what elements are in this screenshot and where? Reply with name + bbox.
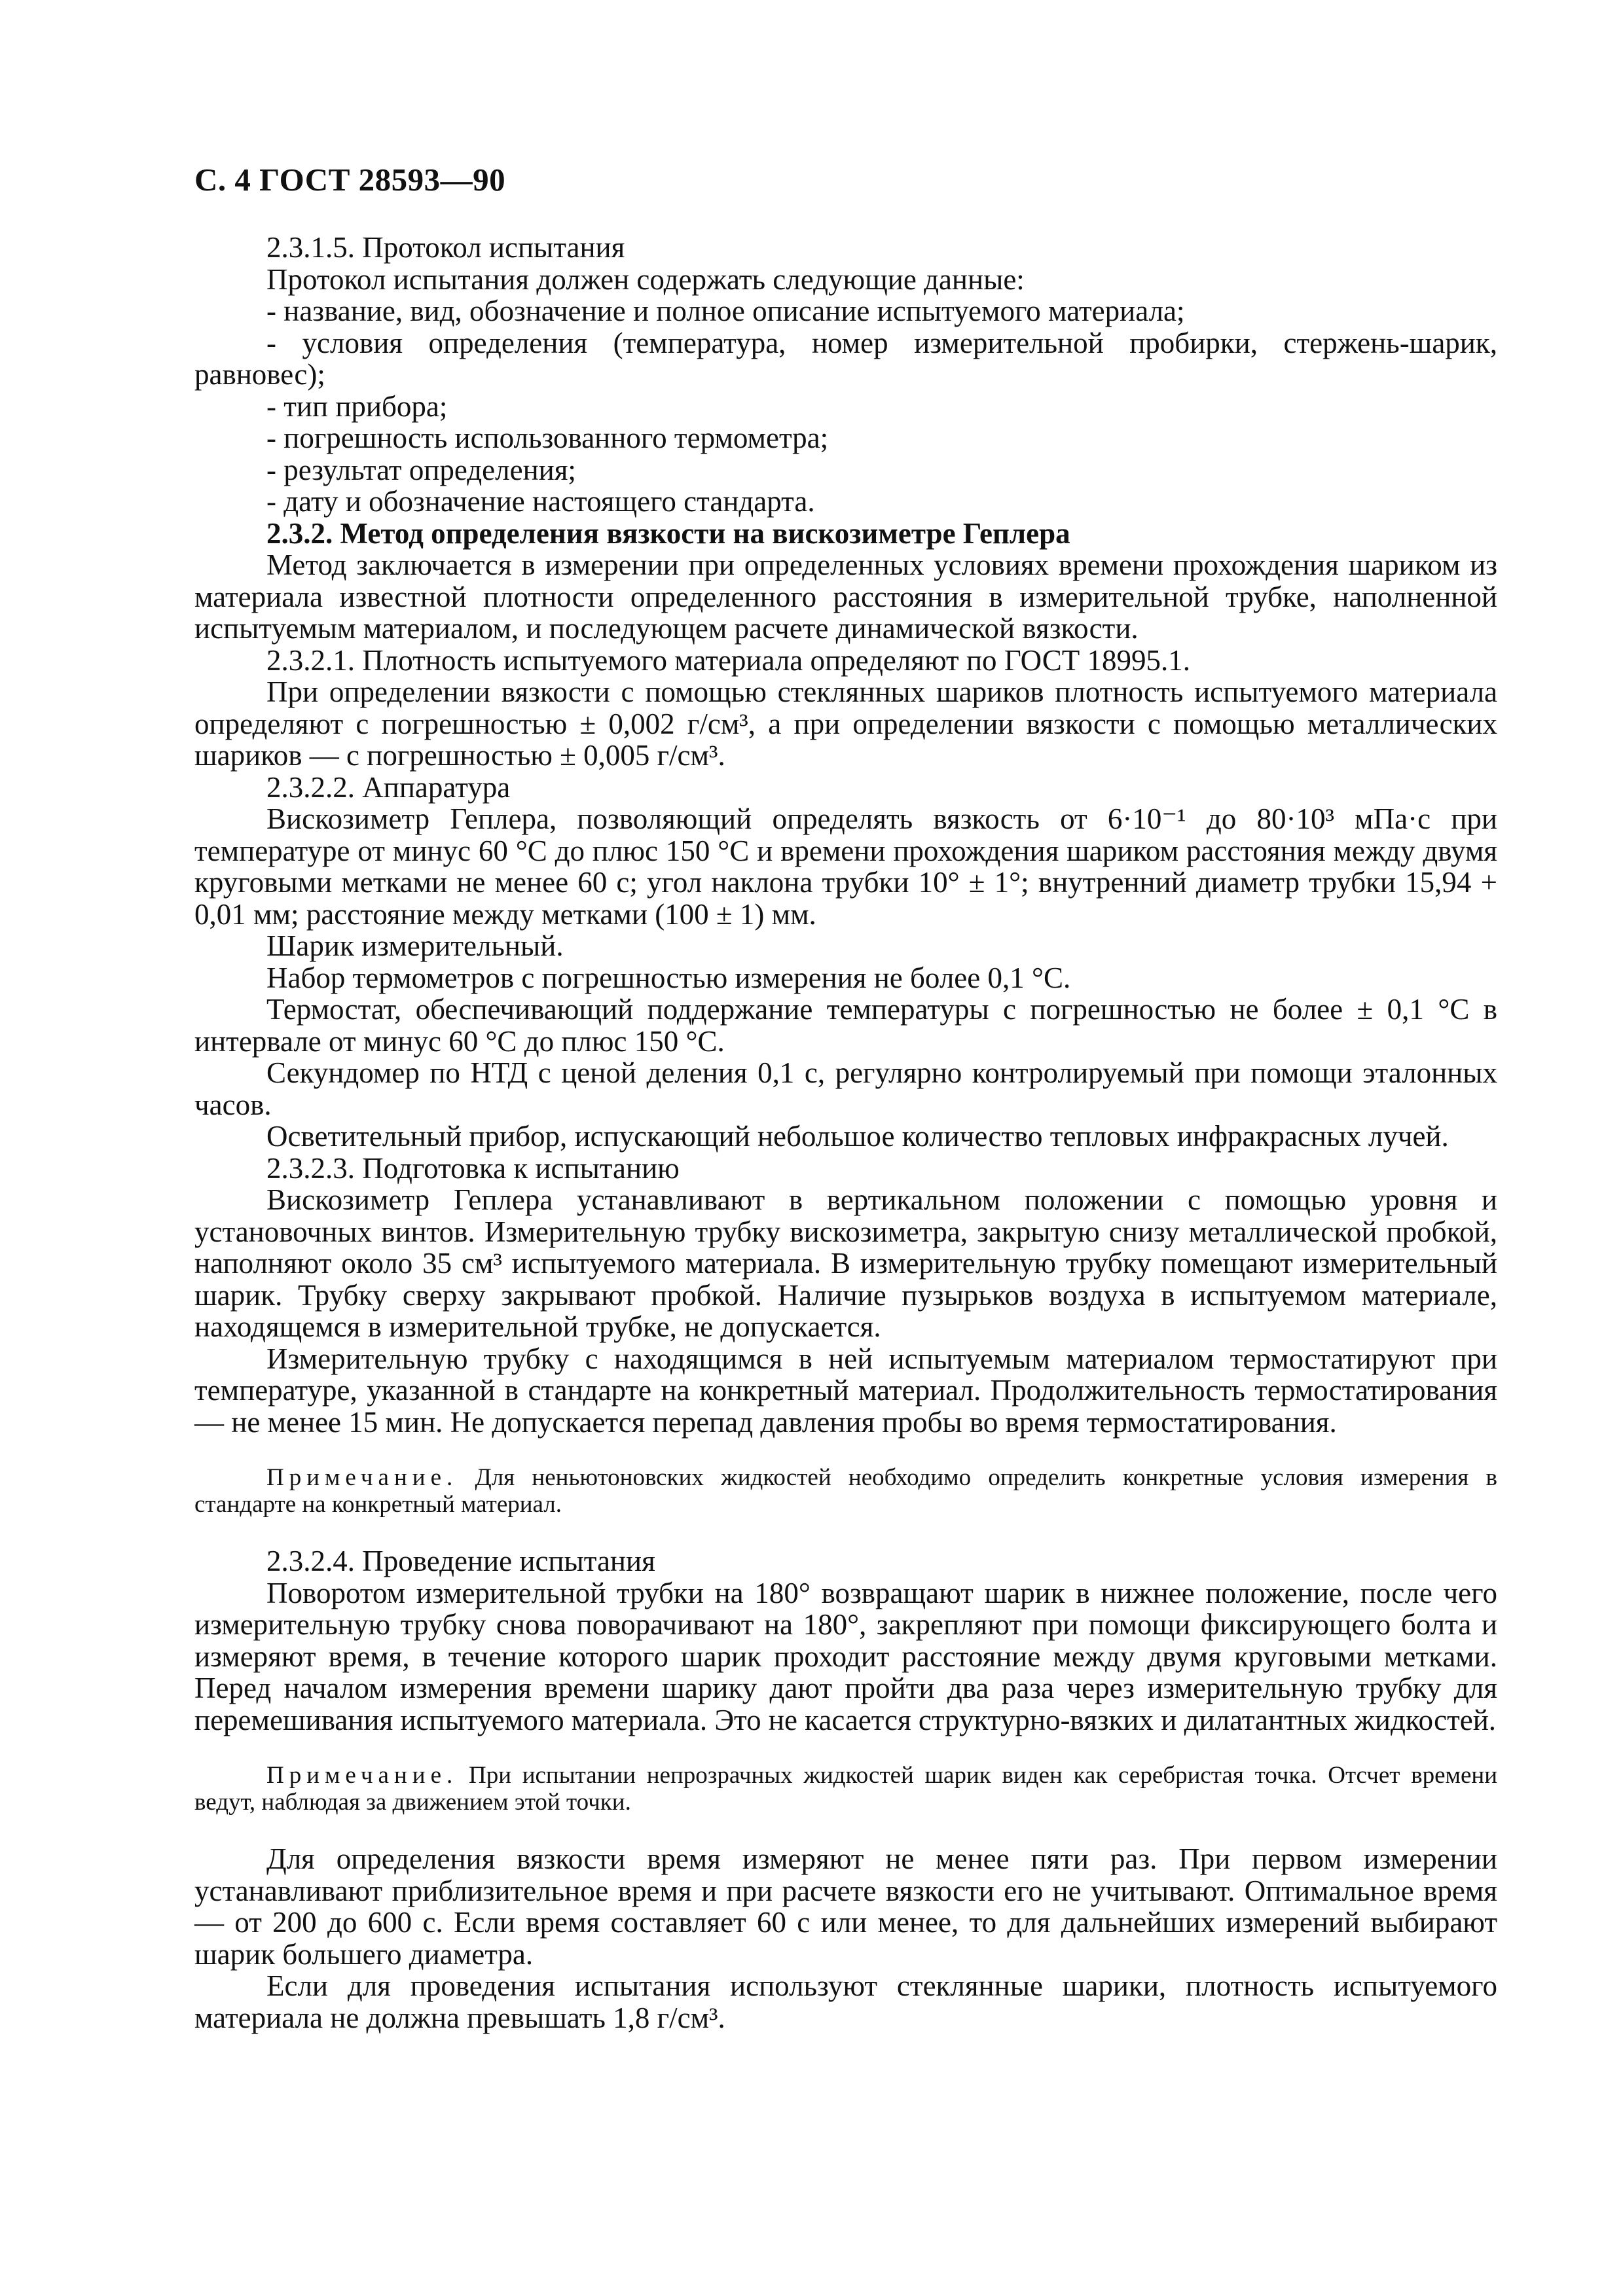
note xyxy=(194,1762,1497,1816)
paragraph: При определении вязкости с помощью стеклянных шариков плотность испытуемого материала определяют с погрешностью ± 0,002 г/см³, а при определении вязкости с помощью металлических шариков — с погрешностью ± 0,005 г/см³. xyxy=(194,675,1497,772)
note-text: При испытании непрозрачных жидкостей шарик виден как серебристая точка. Отсчет времени ведут, наблюдая за движением этой точки. xyxy=(194,1762,1497,1816)
note-label: Примечание. xyxy=(266,1762,458,1789)
paragraph: Шарик измерительный. xyxy=(266,929,564,962)
paragraph: Если для проведения испытания используют стеклянные шарики, плотность испытуемого материала не должна превышать 1,8 г/см³. xyxy=(194,1969,1497,2034)
list-item: - результат определения; xyxy=(266,453,576,486)
paragraph: Для определения вязкости время измеряют не менее пяти раз. При первом измерении устанавливают приблизительное время и при расчете вязкости его не учитывают. Оптимальное время — от 200 до 600 с. Если время составляет 60 с или менее, то для дальнейших измерений выбирают шарик большего диаметра. xyxy=(194,1842,1497,1971)
list-item: - тип прибора; xyxy=(266,389,448,423)
paragraph: Осветительный прибор, испускающий небольшое количество тепловых инфракрасных лучей. xyxy=(266,1120,1449,1153)
paragraph: Протокол испытания должен содержать следующие данные: xyxy=(266,262,1025,296)
section-title-protocol: 2.3.1.5. Протокол испытания xyxy=(266,231,625,264)
note xyxy=(194,1464,1497,1518)
list-item: - условия определения (температура, номер измерительной пробирки, стержень-шарик, равновес); xyxy=(194,326,1497,391)
paragraph: Вискозиметр Геплера устанавливают в вертикальном положении с помощью уровня и установочных винтов. Измерительную трубку вискозиметра, закрытую снизу металлической пробкой, наполняют около 35 см³ испытуемого материала. В измерительную трубку помещают измерительный шарик. Трубку сверху закрывают пробкой. Наличие пузырьков воздуха в испытуемом материале, находящемся в измерительной трубке, не допускается. xyxy=(194,1183,1497,1343)
section-title-procedure: 2.3.2.4. Проведение испытания xyxy=(266,1545,655,1577)
paragraph: Измерительную трубку с находящимся в ней испытуемым материалом термостатируют при температуре, указанной в стандарте на конкретный материал. Продолжительность термостатирования — не менее 15 мин. Не допускается перепад давления пробы во время термостатирования. xyxy=(194,1342,1497,1439)
paragraph: Вискозиметр Геплера, позволяющий определять вязкость от 6·10⁻¹ до 80·10³ мПа·с при температуре от минус 60 °С до плюс 150 °С и времени прохождения шариком расстояния между двумя круговыми метками не менее 60 с; угол наклона трубки 10° ± 1°; внутренний диаметр трубки 15,94 + 0,01 мм; расстояние между метками (100 ± 1) мм. xyxy=(194,802,1497,931)
list-item: - погрешность использованного термометра; xyxy=(266,422,829,454)
note-label: Примечание. xyxy=(266,1464,458,1491)
paragraph: Секундомер по НТД с ценой деления 0,1 с, регулярно контролируемый при помощи эталонных часов. xyxy=(194,1056,1497,1121)
section-title-preparation: 2.3.2.3. Подготовка к испытанию xyxy=(266,1151,680,1185)
paragraph: Термостат, обеспечивающий поддержание температуры с погрешностью не более ± 0,1 °С в интервале от минус 60 °С до плюс 150 °С. xyxy=(194,993,1497,1058)
document-body xyxy=(194,232,1497,2034)
paragraph: Набор термометров с погрешностью измерения не более 0,1 °С. xyxy=(266,961,1071,994)
paragraph: 2.3.2.1. Плотность испытуемого материала определяют по ГОСТ 18995.1. xyxy=(266,643,1190,677)
page-header: С. 4 ГОСТ 28593—90 xyxy=(194,162,506,198)
list-item: - дату и обозначение настоящего стандарта. xyxy=(266,485,815,518)
paragraph: Метод заключается в измерении при определенных условиях времени прохождения шариком из материала известной плотности определенного расстояния в измерительной трубке, наполненной испытуемым материалом, и последующем расчете динамической вязкости. xyxy=(194,548,1497,645)
section-heading-hoeppler-method: 2.3.2. Метод определения вязкости на вискозиметре Геплера xyxy=(266,516,1070,550)
paragraph: Поворотом измерительной трубки на 180° возвращают шарик в нижнее положение, после чего измерительную трубку снова поворачивают на 180°, закрепляют при помощи фиксирующего болта и измеряют время, в течение которого шарик проходит расстояние между двумя круговыми метками. Перед началом измерения времени шарику дают пройти два раза через измерительную трубку для перемешивания испытуемого материала. Это не касается структурно-вязких и дилатантных жидкостей. xyxy=(194,1576,1497,1736)
section-title-apparatus: 2.3.2.2. Аппаратура xyxy=(266,770,511,804)
note-text: Для неньютоновских жидкостей необходимо определить конкретные условия измерения в стандарте на конкретный материал. xyxy=(194,1464,1497,1518)
list-item: - название, вид, обозначение и полное описание испытуемого материала; xyxy=(266,295,1185,327)
